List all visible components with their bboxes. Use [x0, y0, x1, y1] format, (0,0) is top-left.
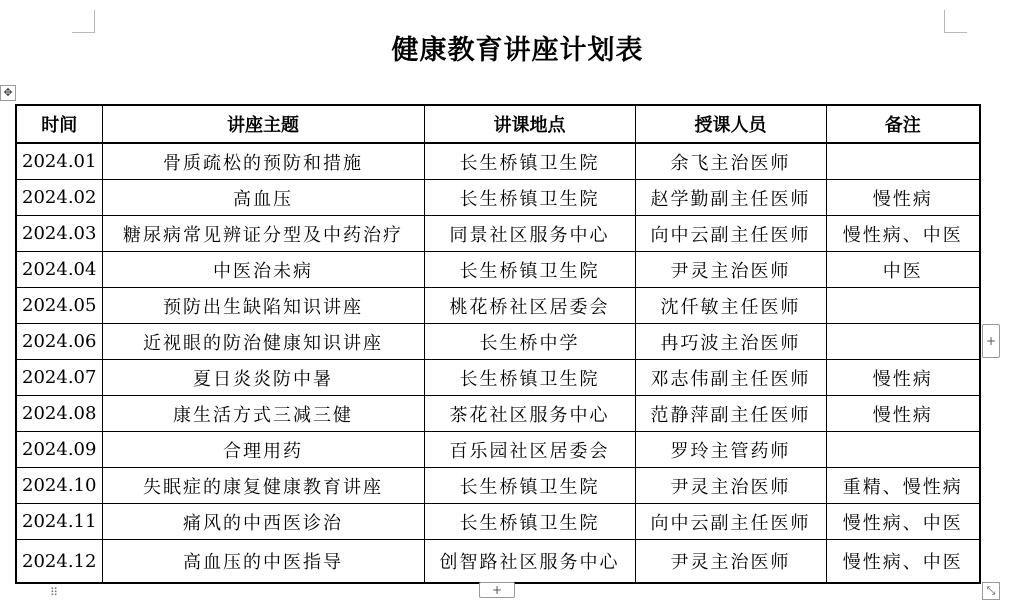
- header-location[interactable]: 讲课地点: [424, 105, 635, 143]
- table-row: [16, 216, 980, 252]
- cell-topic[interactable]: 高血压的中医指导: [102, 540, 424, 584]
- cell-location[interactable]: 百乐园社区居委会: [424, 432, 635, 468]
- lecture-plan-table: [15, 104, 981, 584]
- cell-topic[interactable]: 近视眼的防治健康知识讲座: [102, 324, 424, 360]
- drag-grip-icon[interactable]: ⠿: [50, 586, 60, 599]
- cell-location[interactable]: 茶花社区服务中心: [424, 396, 635, 432]
- cell-topic[interactable]: 失眠症的康复健康教育讲座: [102, 468, 424, 504]
- cell-topic[interactable]: 痛风的中西医诊治: [102, 504, 424, 540]
- cell-location[interactable]: 创智路社区服务中心: [424, 540, 635, 584]
- cell-time[interactable]: 2024.08: [16, 396, 102, 432]
- cell-remark[interactable]: [826, 432, 980, 468]
- cell-lecturer[interactable]: 赵学勤副主任医师: [635, 180, 826, 216]
- table-resize-icon[interactable]: ⤡: [982, 582, 1000, 600]
- cell-remark[interactable]: 慢性病、中医: [826, 216, 980, 252]
- table-row: [16, 288, 980, 324]
- table-row: [16, 540, 980, 584]
- cell-time[interactable]: 2024.12: [16, 540, 102, 584]
- cell-time[interactable]: 2024.05: [16, 288, 102, 324]
- cell-lecturer[interactable]: 沈仟敏主任医师: [635, 288, 826, 324]
- cell-location[interactable]: 同景社区服务中心: [424, 216, 635, 252]
- cell-topic[interactable]: 合理用药: [102, 432, 424, 468]
- table-row: [16, 432, 980, 468]
- document-title: 健康教育讲座计划表: [391, 35, 644, 66]
- cell-location[interactable]: 长生桥镇卫生院: [424, 143, 635, 180]
- cell-location[interactable]: 长生桥镇卫生院: [424, 468, 635, 504]
- cell-topic[interactable]: 糖尿病常见辨证分型及中药治疗: [102, 216, 424, 252]
- cell-location[interactable]: 长生桥镇卫生院: [424, 504, 635, 540]
- cell-remark[interactable]: 慢性病: [826, 396, 980, 432]
- cell-lecturer[interactable]: 余飞主治医师: [635, 143, 826, 180]
- cell-remark[interactable]: 中医: [826, 252, 980, 288]
- cell-topic[interactable]: 中医治未病: [102, 252, 424, 288]
- cell-time[interactable]: 2024.01: [16, 143, 102, 180]
- table-row: [16, 143, 980, 180]
- cell-time[interactable]: 2024.07: [16, 360, 102, 396]
- cell-time[interactable]: 2024.10: [16, 468, 102, 504]
- cell-location[interactable]: 桃花桥社区居委会: [424, 288, 635, 324]
- cell-lecturer[interactable]: 罗玲主管药师: [635, 432, 826, 468]
- cell-time[interactable]: 2024.06: [16, 324, 102, 360]
- cell-remark[interactable]: 慢性病、中医: [826, 540, 980, 584]
- cell-location[interactable]: 长生桥镇卫生院: [424, 180, 635, 216]
- cell-remark[interactable]: [826, 324, 980, 360]
- cell-lecturer[interactable]: 尹灵主治医师: [635, 540, 826, 584]
- cell-remark[interactable]: 慢性病: [826, 180, 980, 216]
- cell-remark[interactable]: 慢性病、中医: [826, 504, 980, 540]
- cell-lecturer[interactable]: 尹灵主治医师: [635, 468, 826, 504]
- cell-time[interactable]: 2024.11: [16, 504, 102, 540]
- cell-topic[interactable]: 骨质疏松的预防和措施: [102, 143, 424, 180]
- add-row-icon[interactable]: +: [479, 582, 515, 598]
- cell-lecturer[interactable]: 向中云副主任医师: [635, 504, 826, 540]
- cell-time[interactable]: 2024.02: [16, 180, 102, 216]
- cell-topic[interactable]: 高血压: [102, 180, 424, 216]
- cell-remark[interactable]: 慢性病: [826, 360, 980, 396]
- table-header-row: [16, 105, 980, 143]
- cell-lecturer[interactable]: 冉巧波主治医师: [635, 324, 826, 360]
- header-topic[interactable]: 讲座主题: [102, 105, 424, 143]
- cell-remark[interactable]: [826, 143, 980, 180]
- cell-lecturer[interactable]: 范静萍副主任医师: [635, 396, 826, 432]
- cell-lecturer[interactable]: 尹灵主治医师: [635, 252, 826, 288]
- table-row: [16, 360, 980, 396]
- cell-time[interactable]: 2024.09: [16, 432, 102, 468]
- cell-time[interactable]: 2024.04: [16, 252, 102, 288]
- table-move-handle-icon[interactable]: ✥: [0, 85, 16, 101]
- add-column-icon[interactable]: +: [982, 324, 1000, 358]
- table-row: [16, 180, 980, 216]
- header-remark[interactable]: 备注: [826, 105, 980, 143]
- table-row: [16, 324, 980, 360]
- header-lecturer[interactable]: 授课人员: [635, 105, 826, 143]
- cell-location[interactable]: 长生桥中学: [424, 324, 635, 360]
- cell-lecturer[interactable]: 邓志伟副主任医师: [635, 360, 826, 396]
- cell-lecturer[interactable]: 向中云副主任医师: [635, 216, 826, 252]
- table-row: [16, 504, 980, 540]
- cell-remark[interactable]: [826, 288, 980, 324]
- table-row: [16, 252, 980, 288]
- cell-location[interactable]: 长生桥镇卫生院: [424, 252, 635, 288]
- cell-location[interactable]: 长生桥镇卫生院: [424, 360, 635, 396]
- header-time[interactable]: 时间: [16, 105, 102, 143]
- table-row: [16, 468, 980, 504]
- cell-remark[interactable]: 重精、慢性病: [826, 468, 980, 504]
- cell-topic[interactable]: 康生活方式三减三健: [102, 396, 424, 432]
- cell-topic[interactable]: 预防出生缺陷知识讲座: [102, 288, 424, 324]
- cell-time[interactable]: 2024.03: [16, 216, 102, 252]
- cell-topic[interactable]: 夏日炎炎防中暑: [102, 360, 424, 396]
- table-row: [16, 396, 980, 432]
